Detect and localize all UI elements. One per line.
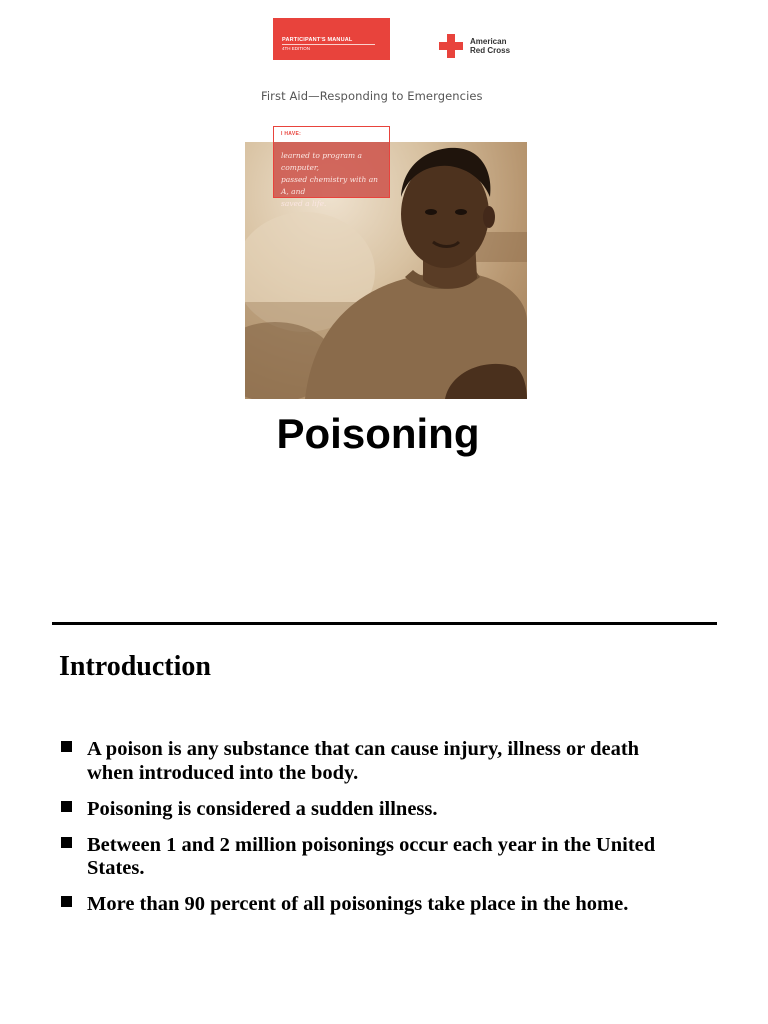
- org-name: [470, 37, 510, 55]
- ihave-line-1: learned to program a computer,: [281, 151, 362, 172]
- slide-title: Poisoning: [276, 410, 480, 457]
- ihave-line-2: passed chemistry with an A, and: [281, 175, 378, 196]
- bullet-item: [60, 893, 680, 917]
- square-bullet-icon: [61, 837, 72, 848]
- slide-divider: [52, 622, 717, 625]
- bullet-item: [60, 798, 680, 822]
- square-bullet-icon: [61, 801, 72, 812]
- ihave-text: [274, 142, 389, 210]
- org-line-2: Red Cross: [470, 46, 511, 55]
- red-cross-logo: [439, 34, 529, 60]
- cover-subtitle: First Aid—Responding to Emergencies: [261, 89, 483, 103]
- manual-badge: [273, 18, 390, 60]
- bullet-text: Poisoning is considered a sudden illness.: [87, 797, 438, 820]
- ihave-label: I HAVE:: [274, 127, 389, 142]
- bullet-list: [60, 738, 680, 929]
- bullet-text: A poison is any substance that can cause injury, illness or death when introduced into the body.: [87, 738, 640, 784]
- square-bullet-icon: [61, 741, 72, 752]
- ihave-line-3: saved a life.: [281, 199, 327, 208]
- intro-heading: Introduction: [59, 651, 211, 682]
- badge-edition: 4TH EDITION: [282, 46, 311, 51]
- bullet-item: [60, 738, 680, 785]
- bullet-text: Between 1 and 2 million poisonings occur each year in the United States.: [87, 833, 656, 879]
- red-cross-icon: [439, 34, 463, 58]
- org-line-1: American: [470, 37, 507, 46]
- badge-title: PARTICIPANT'S MANUAL: [282, 37, 375, 45]
- cover-image: [245, 18, 528, 400]
- bullet-item: [60, 834, 680, 881]
- bullet-text: More than 90 percent of all poisonings take place in the home.: [87, 893, 629, 915]
- square-bullet-icon: [61, 896, 72, 907]
- ihave-callout: [273, 126, 390, 208]
